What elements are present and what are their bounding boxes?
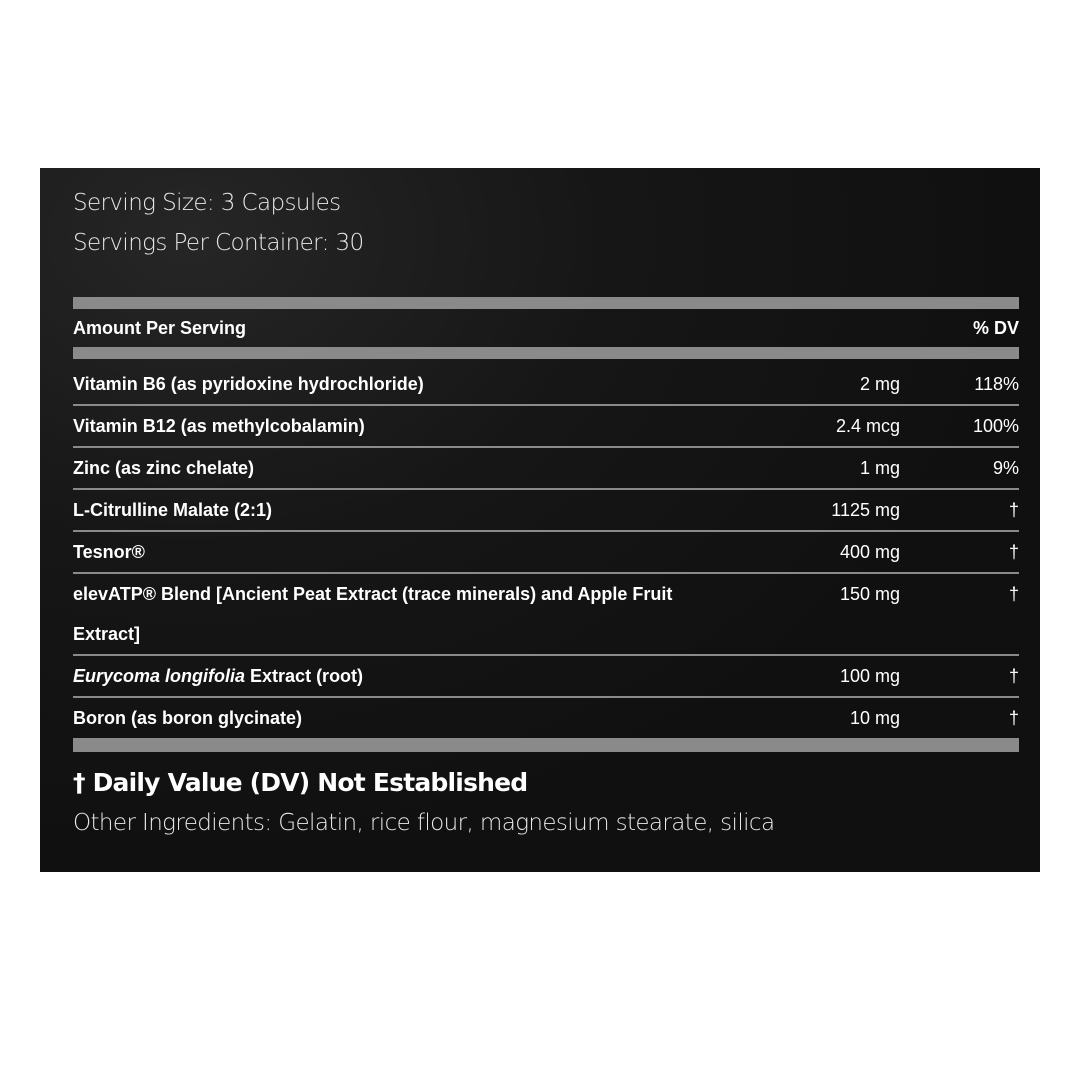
ingredient-name (73, 656, 753, 696)
table-header (73, 309, 1019, 347)
servings-per-container: Servings Per Container: 30 (73, 230, 364, 256)
ingredient-amount: 2 mg (859, 374, 900, 394)
ingredient-dv: 118% (974, 374, 1019, 394)
ingredient-amount: 1125 mg (831, 500, 900, 520)
ingredient-dv: † (1008, 500, 1019, 520)
ingredient-dv: † (1008, 666, 1019, 686)
ingredient-dv: 100% (972, 416, 1019, 436)
amount-per-serving-label: Amount Per Serving (73, 317, 247, 338)
supplement-facts-panel (40, 168, 1040, 872)
ingredient-dv: † (1008, 708, 1019, 728)
other-ingredients: Other Ingredients: Gelatin, rice flour, magnesium stearate, silica (73, 810, 775, 836)
ingredient-dv: 9% (992, 458, 1019, 478)
ingredient-amount: 1 mg (859, 458, 900, 478)
divider-bar (73, 740, 1019, 752)
ingredient-name-italic: Eurycoma longifolia (73, 666, 246, 686)
ingredient-dv: † (1008, 542, 1019, 562)
ingredient-name: Tesnor® (73, 542, 145, 562)
dv-label: % DV (972, 317, 1019, 338)
table-row (73, 532, 1019, 574)
divider-bar (73, 297, 1019, 309)
ingredient-name: elevATP® Blend [Ancient Peat Extract (trace minerals) and Apple Fruit Extract] (73, 584, 673, 644)
ingredient-name: Boron (as boron glycinate) (73, 708, 303, 728)
ingredient-name-rest: Extract (root) (245, 666, 364, 686)
ingredient-amount: 10 mg (849, 708, 900, 728)
ingredient-amount: 100 mg (839, 666, 900, 686)
table-row (73, 448, 1019, 490)
dv-footnote: † Daily Value (DV) Not Established (73, 768, 528, 797)
ingredient-name: Vitamin B6 (as pyridoxine hydrochloride) (73, 374, 424, 394)
ingredient-name: Zinc (as zinc chelate) (73, 458, 255, 478)
divider-bar (73, 347, 1019, 359)
table-row (73, 698, 1019, 740)
table-row (73, 574, 1019, 656)
nutrition-table (73, 297, 1019, 752)
table-row (73, 364, 1019, 406)
ingredient-name: Vitamin B12 (as methylcobalamin) (73, 416, 365, 436)
ingredient-amount: 150 mg (839, 584, 900, 604)
ingredient-amount: 2.4 mcg (835, 416, 900, 436)
table-row (73, 490, 1019, 532)
serving-size: Serving Size: 3 Capsules (73, 190, 341, 216)
ingredient-name: L-Citrulline Malate (2:1) (73, 500, 273, 520)
ingredient-amount: 400 mg (839, 542, 900, 562)
table-row (73, 406, 1019, 448)
table-row (73, 656, 1019, 698)
ingredient-dv: † (1008, 584, 1019, 604)
